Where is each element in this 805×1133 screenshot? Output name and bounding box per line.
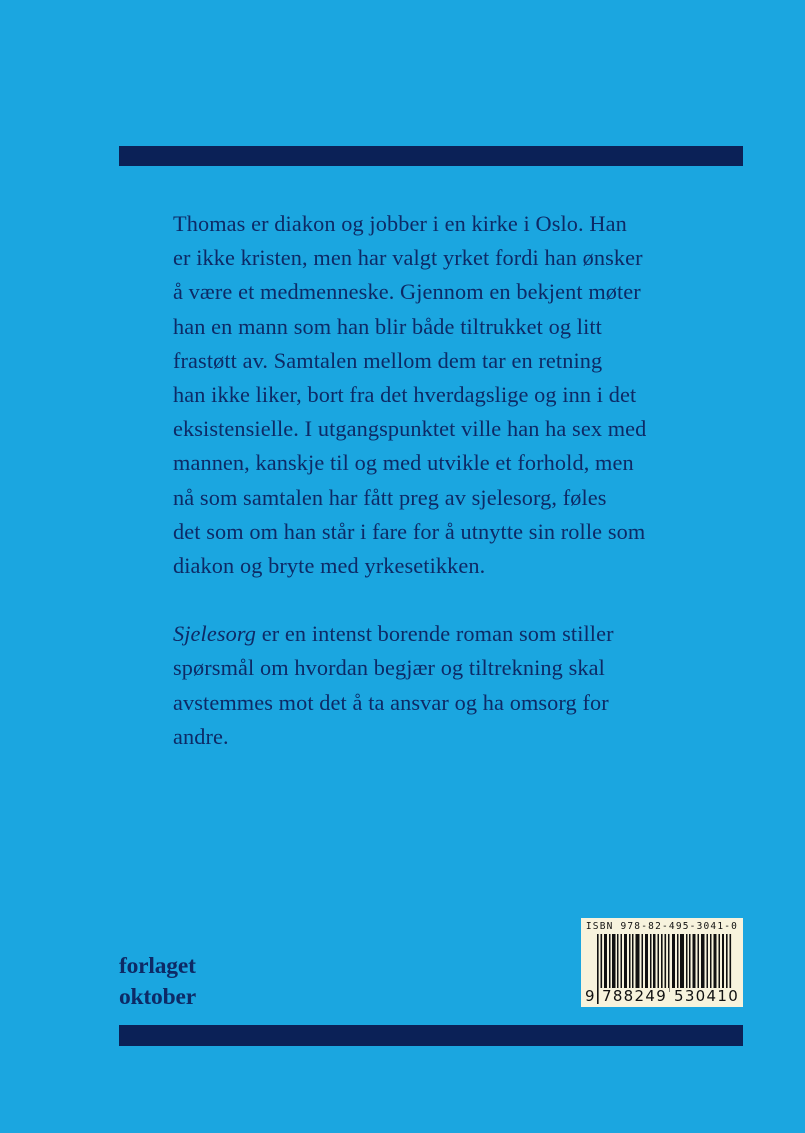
blurb-line: frastøtt av. Samtalen mellom dem tar en retning (173, 347, 603, 373)
blurb-line: avstemmes mot det å ta ansvar og ha omsorg for (173, 689, 609, 715)
blurb-line: diakon og bryte med yrkesetikken. (173, 553, 486, 579)
blurb-line: det som om han står i fare for å utnytte sin rolle som (173, 518, 646, 544)
blurb-paragraph-1 (173, 207, 713, 583)
publisher-line-2: oktober (119, 984, 196, 1010)
top-rule (119, 146, 743, 166)
blurb-paragraph-2 (173, 617, 713, 754)
blurb-line: mannen, kanskje til og med utvikle et forhold, men (173, 450, 634, 476)
blurb-line: å være et medmenneske. Gjennom en bekjent møter (173, 279, 641, 305)
blurb-line (173, 617, 713, 651)
blurb-line: spørsmål om hvordan begjær og tiltrekning skal (173, 655, 605, 681)
publisher-line-1: forlaget (119, 953, 196, 979)
isbn-label: ISBN 978-82-495-3041-0 (585, 921, 739, 932)
blurb-line: er ikke kristen, men har valgt yrket fordi han ønsker (173, 245, 643, 271)
blurb-line-rest: er en intenst borende roman som stiller (256, 621, 614, 647)
bottom-rule (119, 1025, 743, 1046)
blurb-line: nå som samtalen har fått preg av sjelesorg, føles (173, 484, 607, 510)
back-cover-blurb (173, 207, 713, 754)
blurb-line: eksistensielle. I utgangspunktet ville han ha sex med (173, 416, 647, 442)
blurb-line: andre. (173, 723, 229, 749)
publisher-logo (119, 951, 196, 1013)
blurb-line: Thomas er diakon og jobber i en kirke i Oslo. Han (173, 211, 627, 236)
isbn-barcode (581, 918, 743, 1007)
barcode-digits-right: 530410 (674, 987, 740, 1005)
barcode-digit-first: 9 (585, 987, 596, 1005)
blurb-line: han ikke liker, bort fra det hverdagslige og inn i det (173, 382, 637, 408)
blurb-line: han en mann som han blir både tiltrukket og litt (173, 313, 602, 339)
barcode-digits-left: 788249 (602, 987, 668, 1005)
book-title-italic: Sjelesorg (173, 621, 257, 647)
